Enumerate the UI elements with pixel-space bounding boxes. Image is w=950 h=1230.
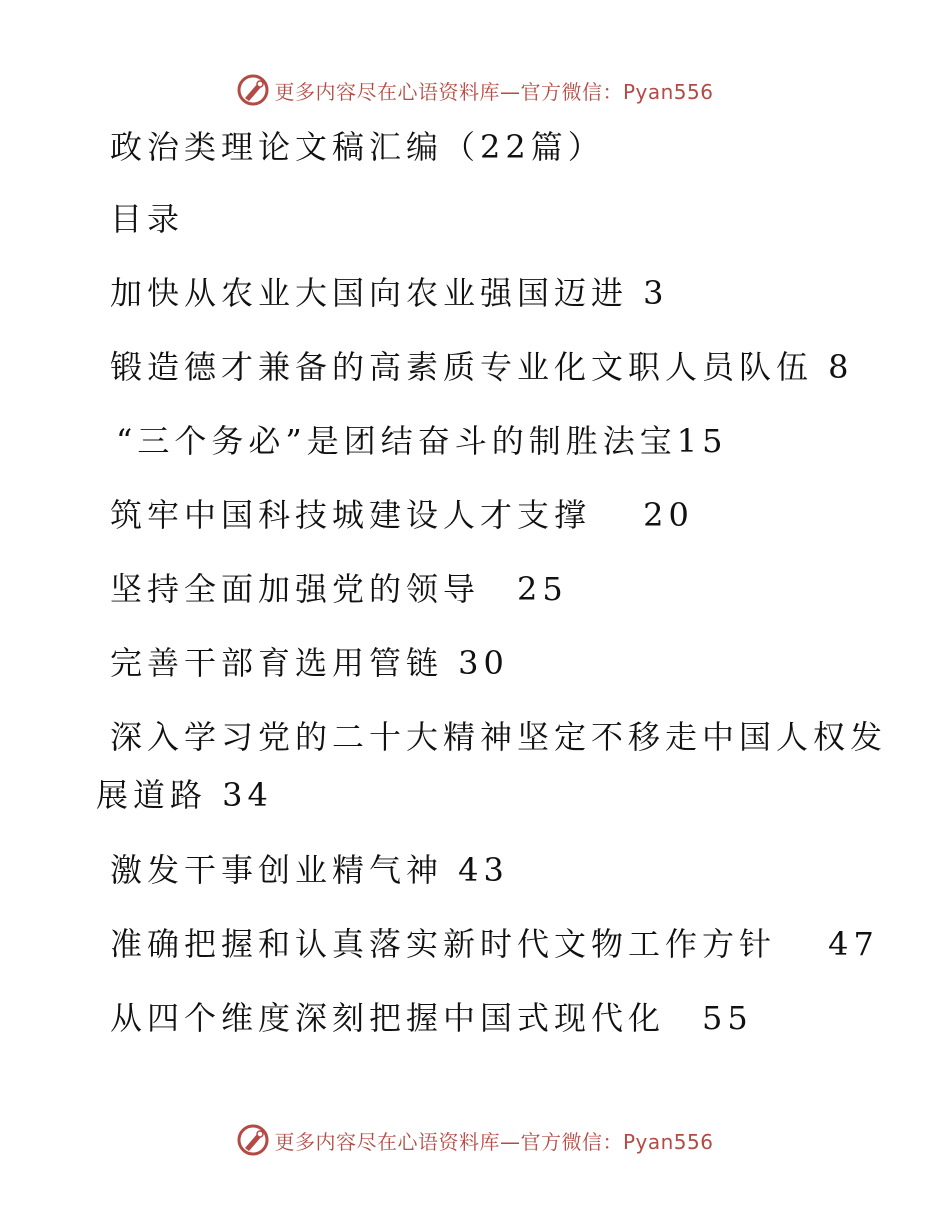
toc-entry: 加快从农业大国向农业强国迈进 3	[110, 274, 669, 312]
pen-logo-icon	[236, 1123, 270, 1157]
toc-entry: 激发干事创业精气神 43	[110, 851, 509, 889]
watermark-text: 更多内容尽在心语资料库—官方微信：Pyan556	[274, 1129, 714, 1154]
watermark-text: 更多内容尽在心语资料库—官方微信：Pyan556	[274, 79, 714, 104]
toc-entry: “三个务必”是团结奋斗的制胜法宝15	[116, 422, 728, 460]
toc-entry: 筑牢中国科技城建设人才支撑 20	[110, 496, 694, 534]
toc-heading: 目录	[110, 200, 185, 238]
pen-logo-icon	[236, 73, 270, 107]
toc-entry: 深入学习党的二十大精神坚定不移走中国人权发	[110, 718, 888, 756]
toc-entry: 准确把握和认真落实新时代文物工作方针 47	[110, 925, 879, 963]
toc-entry-continuation: 展道路 34	[96, 776, 273, 814]
toc-entry: 锻造德才兼备的高素质专业化文职人员队伍 8	[110, 348, 854, 386]
document-title: 政治类理论文稿汇编（22篇）	[110, 128, 605, 166]
toc-entry: 完善干部育选用管链 30	[110, 644, 509, 682]
footer-watermark	[0, 1120, 950, 1160]
toc-entry: 坚持全面加强党的领导 25	[110, 570, 568, 608]
toc-entry: 从四个维度深刻把握中国式现代化 55	[110, 999, 753, 1037]
header-watermark	[0, 70, 950, 110]
